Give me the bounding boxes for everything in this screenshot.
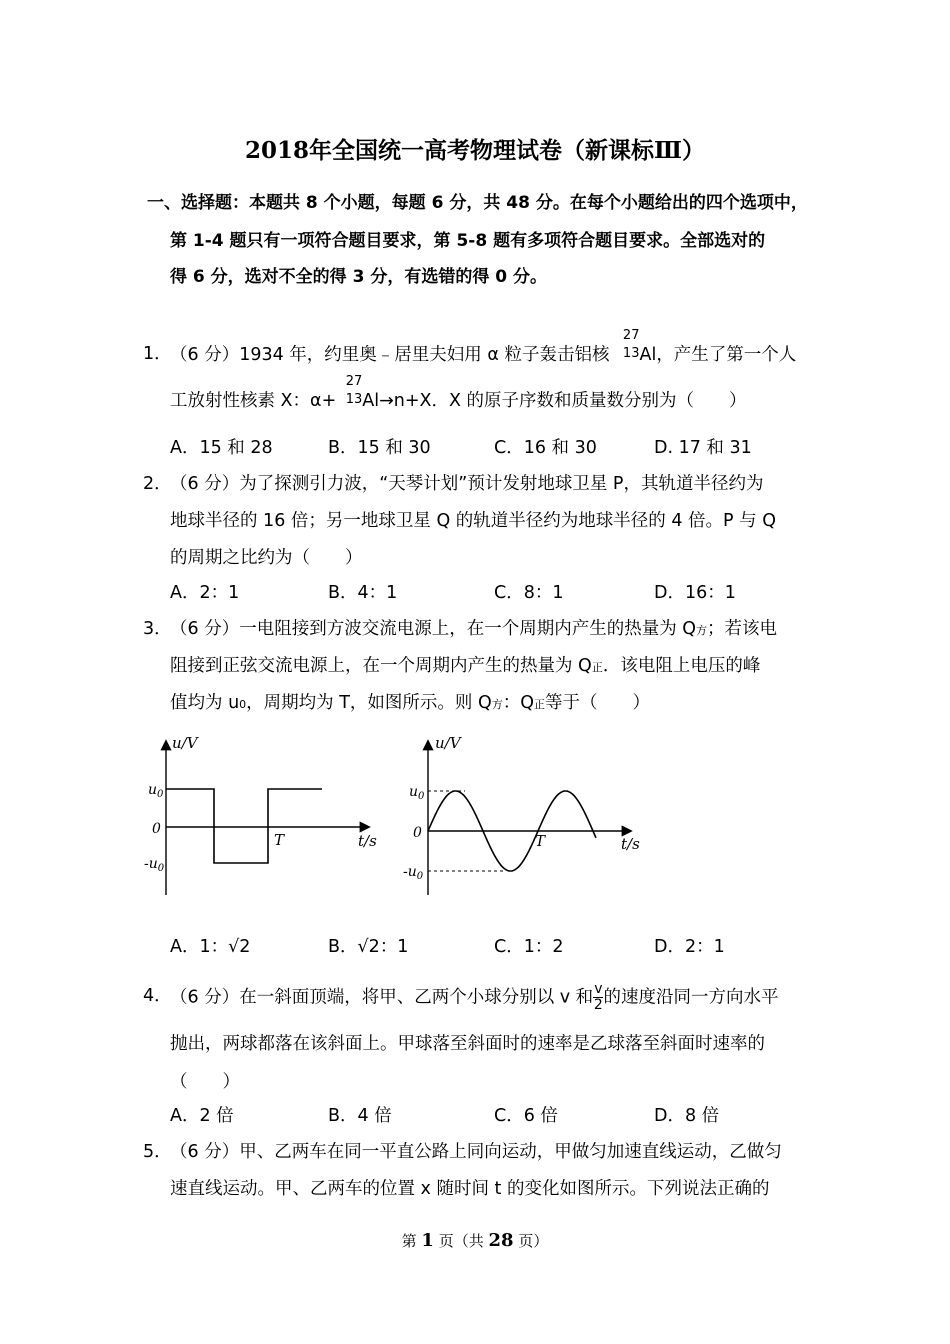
sine-wave-graph (395, 730, 645, 900)
neg-u0-label-2: $-u_0$ (403, 864, 424, 882)
q1-option-d[interactable]: D. 17 和 31 (654, 438, 752, 458)
q3-text-a: （6 分）一电阻接到方波交流电源上，在一个周期内产生的热量为 Q (170, 619, 697, 639)
q3-text-f: ，周期均为 T，如图所示。则 Q (246, 693, 492, 713)
fraction-numerator: v (594, 981, 603, 997)
question-5-line-2: 速直线运动。甲、乙两车的位置 x 随时间 t 的变化如图所示。下列说法正确的 (170, 1179, 770, 1199)
q3-option-c[interactable]: C．1：2 (494, 937, 564, 957)
period-label-2: T (535, 832, 546, 850)
q1-option-a[interactable]: A．15 和 28 (170, 438, 273, 458)
question-2-line-2: 地球半径的 16 倍；另一地球卫星 Q 的轨道半径约为地球半径的 4 倍。P 与 Q (170, 511, 777, 531)
u0-label-2: $u_0$ (409, 784, 425, 802)
q2-option-b[interactable]: B．4：1 (328, 583, 398, 603)
page-number: 1 (421, 1230, 434, 1251)
question-1-line-2 (170, 374, 747, 412)
q2-option-d[interactable]: D．16：1 (654, 583, 736, 603)
question-2-number: 2． (143, 474, 172, 494)
period-label: T (274, 831, 285, 849)
footer-post: 页） (513, 1232, 549, 1250)
origin-label-2: 0 (413, 825, 422, 841)
section-line-2: 第 1-4 题只有一项符合题目要求，第 5-8 题有多项符合题目要求。全部选对的 (170, 231, 766, 251)
q3-option-a-sqrt: √2 (228, 937, 251, 957)
isotope-mass-2: 27 (345, 374, 363, 389)
q3-text-c: 阻接到正弦交流电源上，在一个周期内产生的热量为 Q (170, 656, 592, 676)
q1-option-b[interactable]: B．15 和 30 (328, 438, 431, 458)
question-1-text-b: ，产生了第一个人 (656, 345, 797, 365)
q4-text-a: （6 分）在一斜面顶端，将甲、乙两个小球分别以 v 和 (170, 987, 594, 1008)
q2-option-c[interactable]: C．8：1 (494, 583, 564, 603)
square-wave-graph (140, 730, 385, 900)
question-3-line-2 (170, 652, 760, 677)
q1-option-c[interactable]: C．16 和 30 (494, 438, 597, 458)
question-5-number: 5． (143, 1142, 172, 1162)
question-1-number: 1． (143, 344, 172, 364)
q3-option-b-text: B． (328, 937, 358, 957)
u0-label: $u_0$ (148, 782, 164, 800)
q3-text-e: 值均为 u (170, 693, 240, 713)
isotope-atomic-2: 13 (345, 392, 363, 407)
isotope-mass: 27 (622, 328, 640, 343)
q4-option-d[interactable]: D．8 倍 (654, 1106, 720, 1126)
question-4-number: 4． (143, 986, 172, 1006)
footer-pre: 第 (401, 1232, 422, 1250)
y-axis-label-2: u/V (435, 734, 461, 752)
isotope-atomic: 13 (622, 346, 640, 361)
q3-text-h: 等于（ ） (545, 693, 651, 713)
isotope-notation-2 (336, 374, 363, 407)
question-4-line-2: 抛出，两球都落在该斜面上。甲球落至斜面时的速率是乙球落至斜面时速率的 (170, 1034, 765, 1054)
origin-label: 0 (152, 821, 161, 837)
neg-u0-label: $-u_0$ (144, 856, 165, 874)
question-5-line-1: （6 分）甲、乙两车在同一平直公路上同向运动，甲做匀加速直线运动，乙做匀 (170, 1142, 782, 1162)
q4-option-b[interactable]: B．4 倍 (328, 1106, 392, 1126)
q4-option-c[interactable]: C．6 倍 (494, 1106, 558, 1126)
q4-text-b: 的速度沿同一方向水平 (603, 987, 779, 1008)
question-1-text-c: 工放射性核素 X：α+ (170, 391, 337, 411)
question-1-line-1 (170, 328, 797, 366)
q3-option-a[interactable] (170, 933, 250, 958)
question-1-text-d: Al→n+X．X 的原子序数和质量数分别为（ ） (362, 391, 747, 411)
q3-sub-fang: 方 (696, 624, 708, 637)
q4-option-a[interactable]: A．2 倍 (170, 1106, 234, 1126)
section-line-3: 得 6 分，选对不全的得 3 分，有选错的得 0 分。 (170, 267, 547, 287)
x-axis-label-2: t/s (621, 835, 640, 853)
q3-option-b-sqrt: √2 (357, 937, 380, 957)
x-axis-label: t/s (358, 832, 377, 850)
page-footer (0, 1230, 950, 1251)
q3-text-g: ：Q (502, 693, 535, 713)
isotope-notation (609, 328, 640, 361)
q3-sub-fang-2: 方 (491, 698, 503, 711)
square-wave (166, 789, 322, 863)
isotope-symbol: Al (639, 345, 657, 365)
section-line-1: 一、选择题：本题共 8 个小题，每题 6 分，共 48 分。在每个小题给出的四个选项中， (147, 193, 808, 213)
question-2-line-3: 的周期之比约为（ ） (170, 548, 363, 568)
q3-option-b[interactable] (328, 933, 408, 958)
y-axis-label: u/V (172, 734, 198, 752)
q3-text-d: ．该电阻上电压的峰 (602, 656, 761, 676)
fraction-v-over-2 (593, 982, 603, 1013)
q3-text-b: ；若该电 (707, 619, 778, 639)
question-3-number: 3． (143, 619, 172, 639)
page-title: 2018年全国统一高考物理试卷（新课标Ⅲ） (244, 137, 706, 164)
question-4-line-1 (170, 982, 778, 1013)
q3-sub-zero: 0 (239, 698, 247, 711)
question-3-line-1 (170, 615, 777, 640)
q3-option-d[interactable]: D．2：1 (654, 937, 725, 957)
question-4-line-3: （ ） (170, 1072, 240, 1092)
q3-option-b-tail: ：1 (379, 937, 409, 957)
question-3-line-3 (170, 689, 650, 714)
question-1-text-a: （6 分）1934 年，约里奥﹣居里夫妇用 α 粒子轰击铝核 (170, 345, 610, 365)
fraction-denominator: 2 (593, 997, 603, 1013)
q3-option-a-text: A．1： (170, 937, 229, 957)
footer-mid: 页（共 (433, 1232, 489, 1250)
question-2-line-1: （6 分）为了探测引力波，“天琴计划”预计发射地球卫星 P，其轨道半径约为 (170, 474, 764, 494)
total-pages: 28 (488, 1230, 514, 1251)
q3-sub-zheng: 正 (591, 661, 603, 674)
q3-sub-zheng-2: 正 (534, 698, 546, 711)
q2-option-a[interactable]: A．2：1 (170, 583, 240, 603)
